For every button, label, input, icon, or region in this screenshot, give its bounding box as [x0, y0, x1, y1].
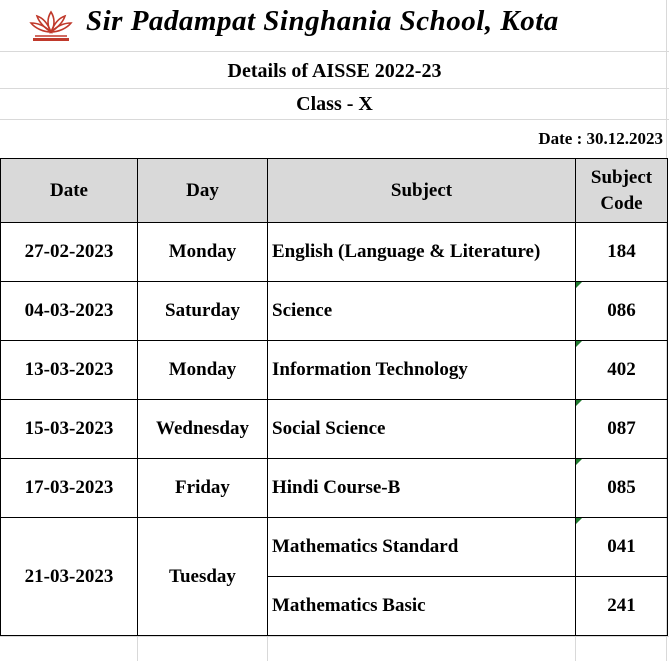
day-cell: Tuesday [138, 518, 268, 636]
date-cell: 21-03-2023 [1, 518, 138, 636]
day-cell: Monday [138, 341, 268, 400]
school-name: Sir Padampat Singhania School, Kota [86, 5, 559, 37]
class-label: Class - X [296, 93, 373, 115]
code-cell: 184 [576, 223, 668, 282]
school-header [0, 0, 669, 52]
date-cell: 15-03-2023 [1, 400, 138, 459]
code-cell: 086 [576, 282, 668, 341]
table-row [1, 341, 668, 400]
subject-cell: Mathematics Basic [268, 577, 576, 636]
cell-note-marker [576, 341, 582, 347]
cell-note-marker [576, 400, 582, 406]
cell-note-marker [576, 282, 582, 288]
document-title: Details of AISSE 2022-23 [227, 60, 442, 82]
table-row [1, 518, 668, 577]
day-cell: Wednesday [138, 400, 268, 459]
date-cell: 04-03-2023 [1, 282, 138, 341]
date-cell: 27-02-2023 [1, 223, 138, 282]
table-row [1, 282, 668, 341]
subject-cell: English (Language & Literature) [268, 223, 576, 282]
code-cell: 085 [576, 459, 668, 518]
subject-cell: Information Technology [268, 341, 576, 400]
code-cell: 087 [576, 400, 668, 459]
cell-note-marker [576, 459, 582, 465]
lotus-emblem-icon [27, 8, 75, 44]
code-cell: 402 [576, 341, 668, 400]
column-header-subject-code: Subject Code [576, 159, 668, 223]
table-row [1, 400, 668, 459]
subject-cell: Mathematics Standard [268, 518, 576, 577]
column-header-date: Date [1, 159, 138, 223]
column-header-subject: Subject [268, 159, 576, 223]
subject-cell: Social Science [268, 400, 576, 459]
table-header-row [1, 159, 668, 223]
document-date: Date : 30.12.2023 [538, 129, 663, 148]
table-row [1, 459, 668, 518]
grid-line [137, 636, 138, 661]
grid-line [0, 88, 669, 89]
date-cell: 13-03-2023 [1, 341, 138, 400]
cell-note-marker [576, 518, 582, 524]
table-row [1, 223, 668, 282]
day-cell: Monday [138, 223, 268, 282]
date-cell: 17-03-2023 [1, 459, 138, 518]
grid-line [0, 119, 669, 120]
grid-line [0, 636, 669, 637]
day-cell: Saturday [138, 282, 268, 341]
code-cell: 041 [576, 518, 668, 577]
subject-cell: Science [268, 282, 576, 341]
exam-schedule-table [0, 158, 668, 636]
grid-line [575, 636, 576, 661]
day-cell: Friday [138, 459, 268, 518]
code-cell: 241 [576, 577, 668, 636]
grid-line [267, 636, 268, 661]
subject-cell: Hindi Course-B [268, 459, 576, 518]
column-header-day: Day [138, 159, 268, 223]
